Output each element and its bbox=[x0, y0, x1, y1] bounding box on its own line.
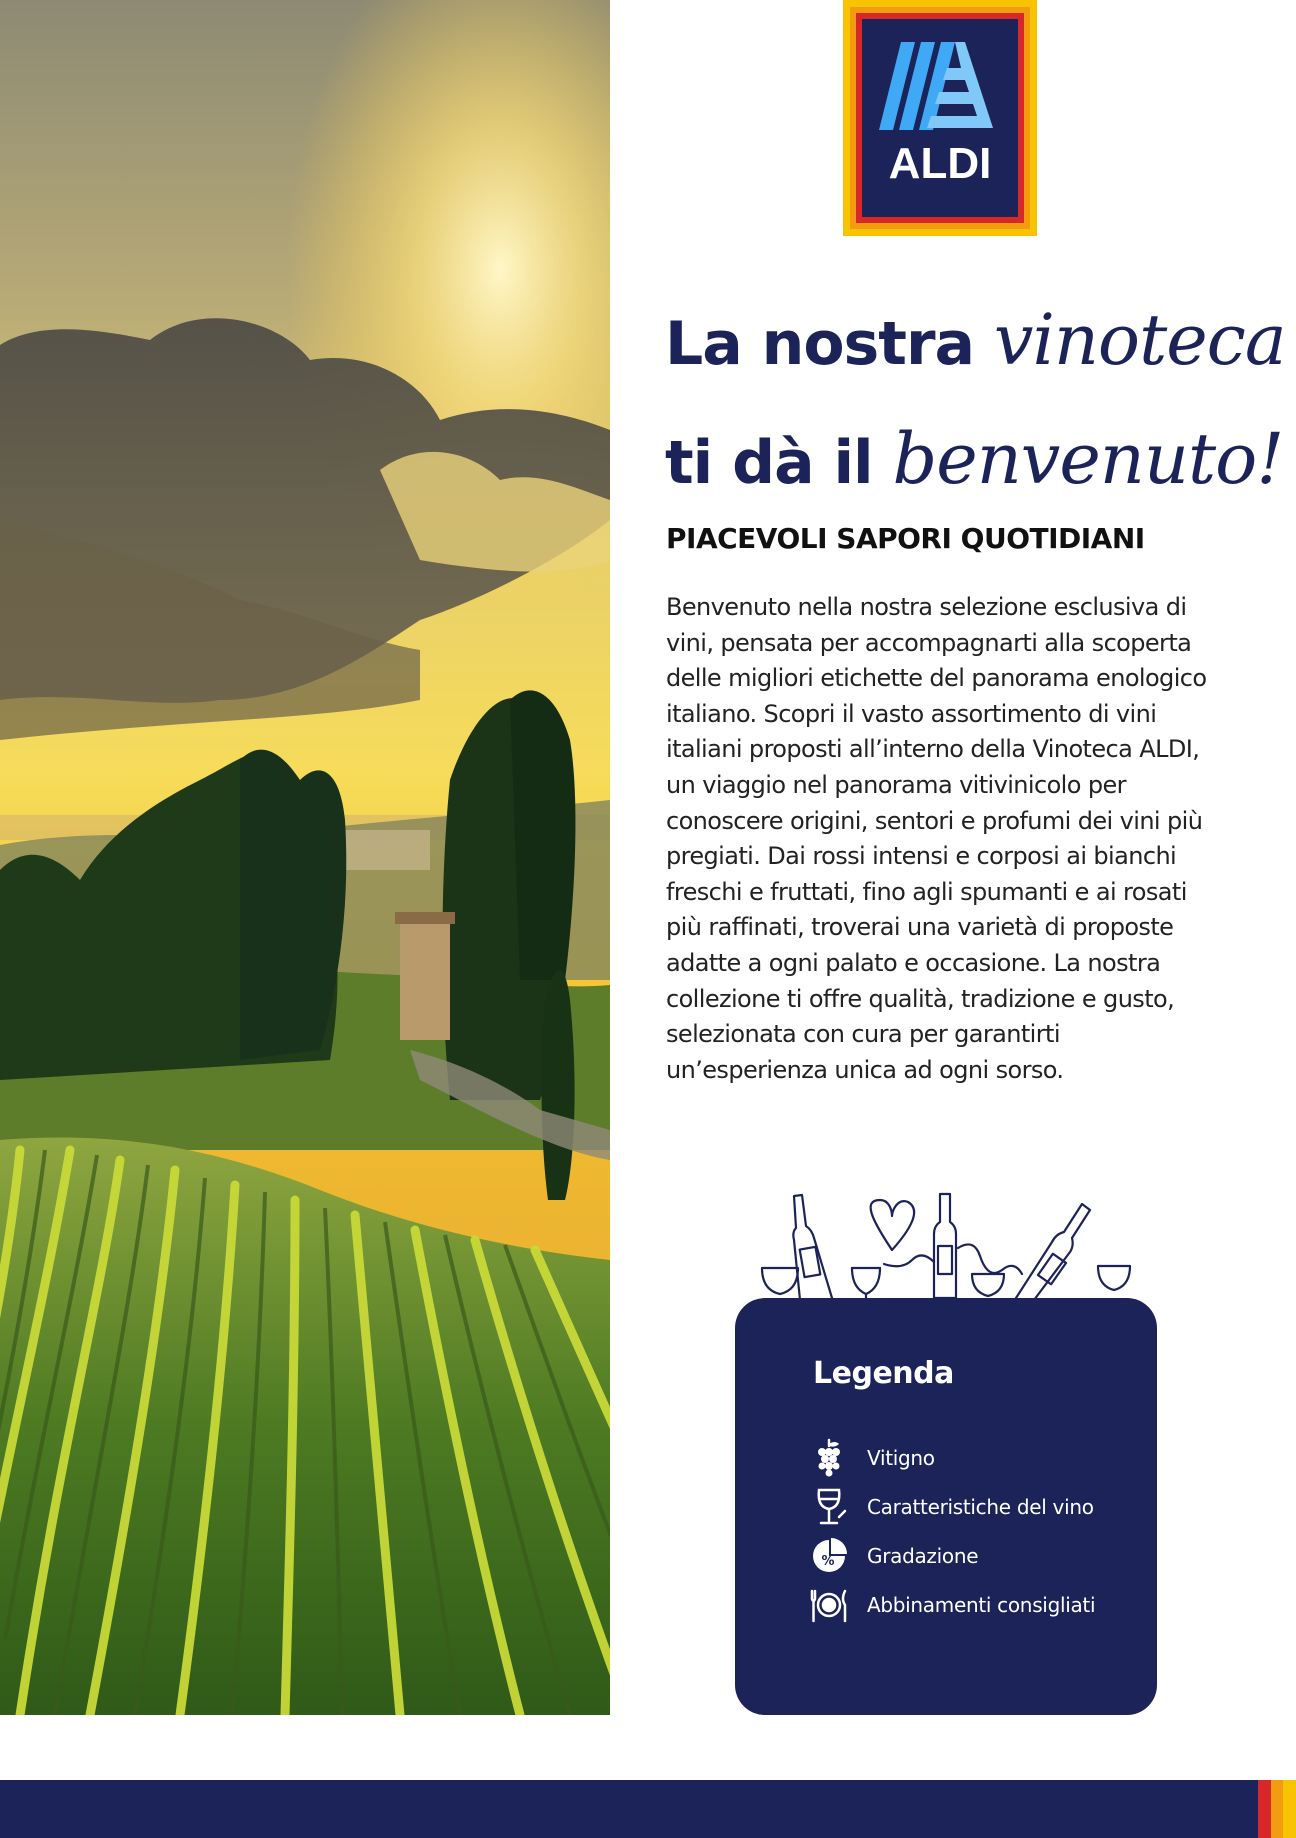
vineyard-sunset-photo bbox=[0, 0, 610, 1715]
legend-item-label: Vitigno bbox=[867, 1446, 935, 1470]
footer-stripe-yellow bbox=[1283, 1780, 1296, 1838]
intro-paragraph: Benvenuto nella nostra selezione esclusiva di vini, pensata per accompagnarti alla scoperta delle migliori etichette del panorama enologico italiano. Scopri il vasto assortimento di vini italiani proposti all’interno della Vinoteca ALDI, un viaggio nel panorama vitivinicolo per conoscere origini, sentori e profumi dei vini più pregiati. Dai rossi intensi e corposi ai bianchi freschi e fruttati, fino agli spumanti e ai rosati più raffinati, troverai una varietà di proposte adatte a ogni palato e occasione. La nostra collezione ti offre qualità, tradizione e gusto, selezionata con cura per garantirti un’esperienza unica ad ogni sorso. bbox=[666, 593, 1207, 1084]
legend-card bbox=[735, 1298, 1157, 1715]
footer-brand-stripes bbox=[1258, 1780, 1296, 1838]
legend-item-caratteristiche bbox=[809, 1487, 1094, 1527]
svg-text:%: % bbox=[821, 1554, 835, 1569]
plate-cutlery-icon bbox=[809, 1585, 849, 1625]
footer-stripe-red bbox=[1258, 1780, 1271, 1838]
aldi-logo[interactable] bbox=[843, 0, 1037, 236]
aldi-logo-wordmark: ALDI bbox=[888, 139, 992, 188]
footer-stripe-orange bbox=[1271, 1780, 1284, 1838]
legend-item-vitigno bbox=[809, 1438, 935, 1478]
legend-item-gradazione bbox=[809, 1536, 978, 1576]
headline-line-1-plain: La nostra bbox=[665, 309, 994, 379]
percent-icon bbox=[809, 1536, 849, 1576]
headline-line-2-plain: ti dà il bbox=[665, 428, 893, 498]
grape-icon bbox=[809, 1438, 849, 1478]
wine-bottles-illustration bbox=[752, 1190, 1142, 1300]
headline-line-2 bbox=[665, 409, 1284, 528]
wine-glass-icon bbox=[809, 1487, 849, 1527]
legend-title: Legenda bbox=[813, 1356, 954, 1391]
section-subheading: PIACEVOLI SAPORI QUOTIDIANI bbox=[666, 522, 1145, 555]
headline-line-1-script: vinoteca bbox=[993, 299, 1286, 381]
legend-item-label: Caratteristiche del vino bbox=[867, 1495, 1094, 1519]
legend-item-label: Abbinamenti consigliati bbox=[867, 1593, 1096, 1617]
headline bbox=[665, 290, 1286, 528]
footer-bar bbox=[0, 1780, 1258, 1838]
legend-item-label: Gradazione bbox=[867, 1544, 979, 1568]
headline-line-1 bbox=[665, 290, 1286, 409]
legend-item-abbinamenti bbox=[809, 1585, 1095, 1625]
headline-line-2-script: benvenuto! bbox=[892, 418, 1284, 500]
